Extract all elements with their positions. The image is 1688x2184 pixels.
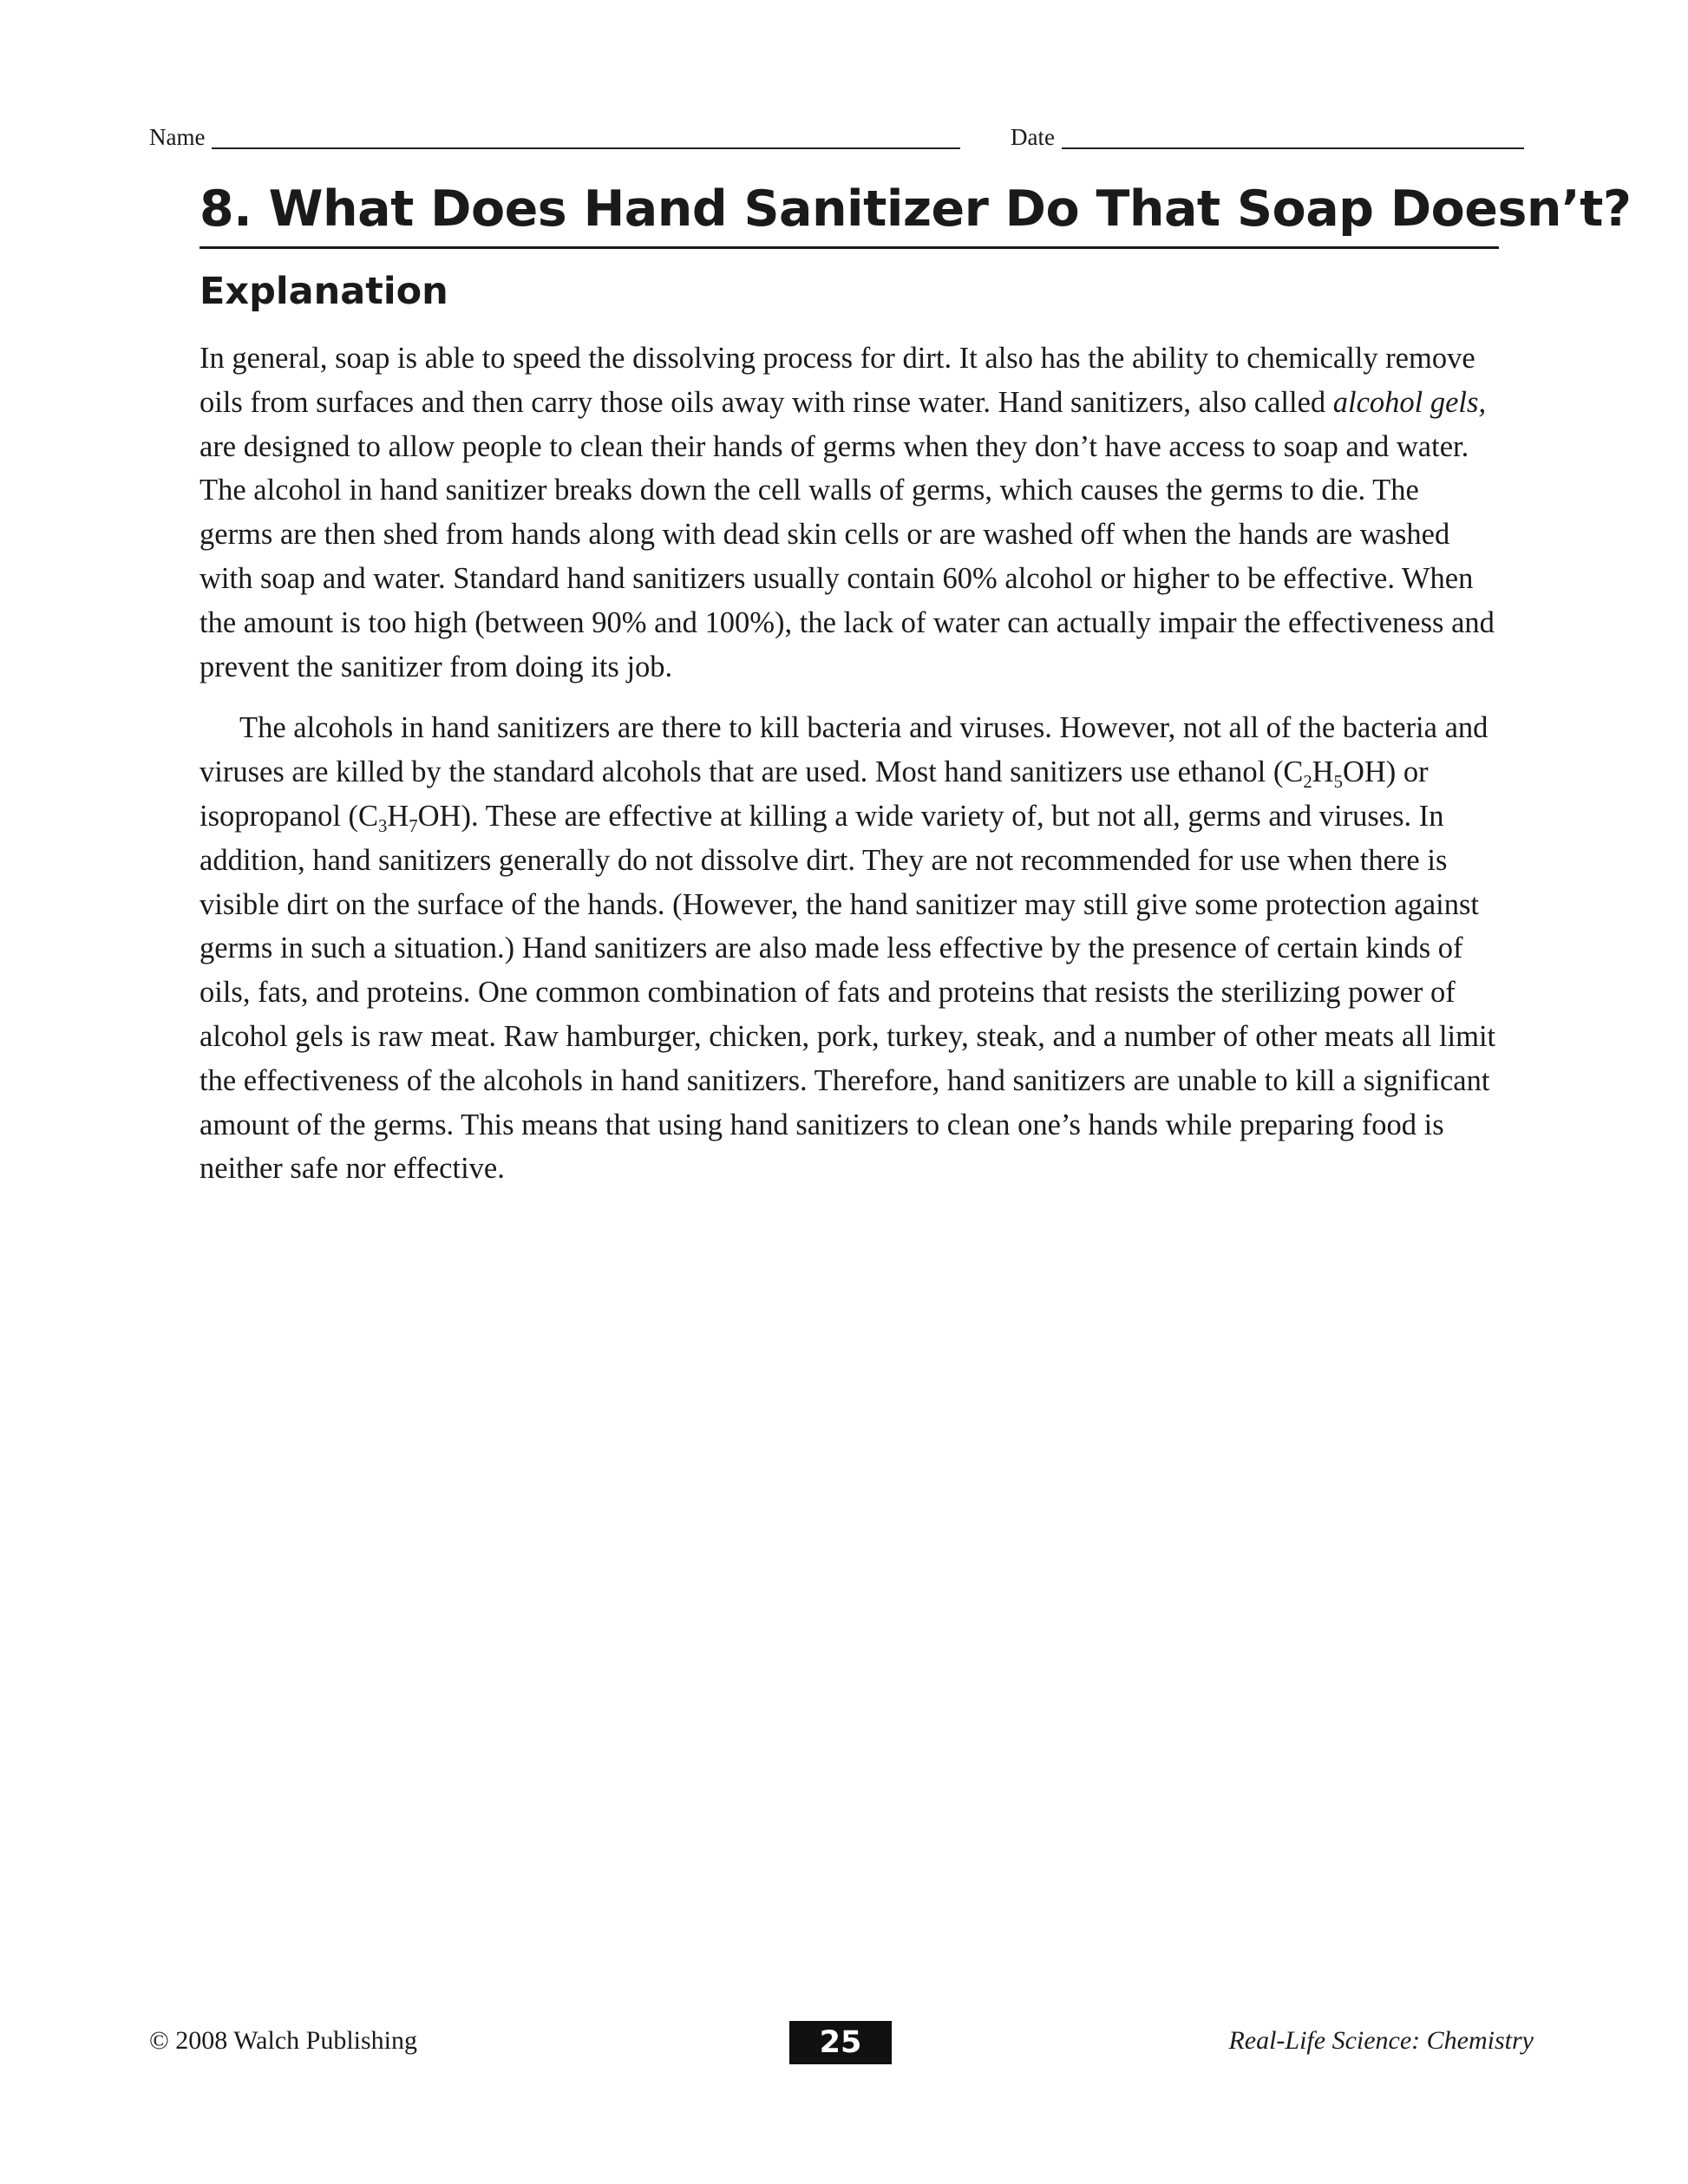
paragraph-2-between: ) or isopropanol ( [200, 755, 1429, 833]
page-number-badge: 25 [789, 2021, 892, 2064]
name-line[interactable] [212, 123, 960, 149]
isopropanol-hydroxyl: OH [417, 799, 461, 833]
isopropanol-formula [358, 799, 461, 837]
ethanol-hydrogen-count: 5 [1333, 773, 1343, 793]
alcohol-gels-term: alcohol gels, [1332, 385, 1487, 419]
footer [149, 2014, 1534, 2066]
paragraph-1-part-2: are designed to allow people to clean their hands of germs when they don’t have access to soap and water. The alcohol in hand sanitizer breaks down the cell walls of germs, which causes the germs to die. The germs are then shed from hands along with dead skin cells or are washed off when the hands are washed with soap and water. Standard hand sanitizers usually contain 60% alcohol or higher to be effective. When the amount is too high (between 90% and 100%), the lack of water can actually impair the effectiveness and prevent the sanitizer from doing its job. [200, 429, 1495, 683]
ethanol-formula [1283, 755, 1386, 793]
paragraph-1 [200, 337, 1499, 689]
body-text [200, 337, 1499, 1191]
name-field[interactable] [149, 120, 960, 149]
copyright-notice: © 2008 Walch Publishing [149, 2026, 417, 2055]
header-fields [149, 120, 1524, 149]
ethanol-carbon: C [1283, 755, 1304, 789]
name-label: Name [149, 124, 206, 150]
isopropanol-carbon: C [358, 799, 379, 833]
paragraph-2-rest: ). These are effective at killing a wide variety of, but not all, germs and viruses. In addition, hand sanitizers generally do not dissolve dirt. They are not recommended for use when there is visible dirt on the surface of the hands. (However, the hand sanitizer may still give some protection against germs in such a situation.) Hand sanitizers are also made less effective by the presence of certain kinds of oils, fats, and proteins. One common combination of fats and proteins that resists the sterilizing power of alcohol gels is raw meat. Raw hamburger, chicken, pork, turkey, steak, and a number of other meats all limit the effectiveness of the alcohols in hand sanitizers. Therefore, hand sanitizers are unable to kill a significant amount of the germs. This means that using hand sanitizers to clean one’s hands while preparing food is neither safe nor effective. [200, 799, 1496, 1186]
paragraph-2-intro: The alcohols in hand sanitizers are there to kill bacteria and viruses. However, not all of the bacteria and viruses are killed by the standard alcohols that are used. Most hand sanitizers use ethanol ( [200, 711, 1488, 789]
ethanol-hydrogen: H [1312, 755, 1334, 789]
paragraph-2 [200, 706, 1499, 1191]
isopropanol-hydrogen: H [387, 799, 409, 833]
isopropanol-carbon-count: 3 [378, 817, 388, 837]
date-label: Date [1011, 124, 1055, 150]
date-line[interactable] [1062, 123, 1524, 149]
paragraph-1-part-1: In general, soap is able to speed the dissolving process for dirt. It also has the ability to chemically remove oils from surfaces and then carry those oils away with rinse water. Hand sanitizers, also called [200, 342, 1475, 419]
book-title: Real-Life Science: Chemistry [1228, 2026, 1534, 2055]
date-field[interactable] [1011, 120, 1524, 149]
ethanol-hydroxyl: OH [1342, 755, 1386, 789]
page-title: 8. What Does Hand Sanitizer Do That Soap Doesn’t? [200, 180, 1632, 238]
ethanol-carbon-count: 2 [1303, 773, 1312, 793]
title-divider [200, 246, 1499, 249]
isopropanol-hydrogen-count: 7 [409, 817, 418, 837]
section-heading: Explanation [200, 270, 448, 313]
